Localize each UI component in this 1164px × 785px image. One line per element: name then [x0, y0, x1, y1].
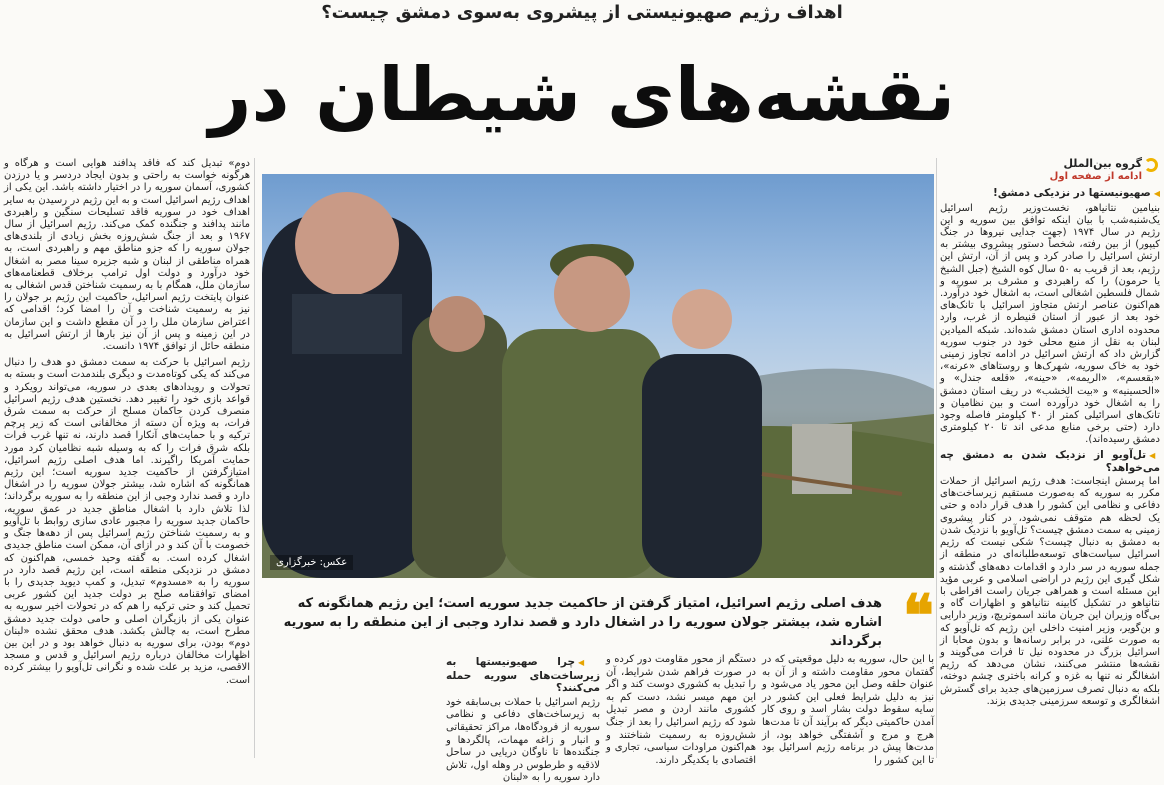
- bottom-column-2: دستگم از محور مقاومت دور کرده و در صورت فراهم شدن شرایط، آن را تبدیل به کشوری دوست کند و اگر این مهم میسر نشد، دست کم به کشوری مانند اردن و مصر تبدیل شود که رژیم اسرائیل را بعد از جنگ شش‌روزه به رسمیت شناختند و هم‌اکنون مراودات سیاسی، تجاری و اقتصادی با یکدیگر دارند.: [606, 654, 756, 766]
- quote-mark-icon: ❝: [902, 582, 934, 650]
- continued-note: ادامه از صفحه اول: [1049, 171, 1142, 183]
- subheading-telaviv: ◀ تل‌آویو از نزدیک شدن به دمشق چه می‌خواهد؟: [940, 449, 1160, 474]
- section-logo-icon: [1144, 158, 1158, 172]
- paragraph: رژیم اسرائیل با حملات بی‌سابقه خود به زیرساخت‌های دفاعی و نظامی سوریه از فرودگاه‌ها، مراکز تحقیقاتی و انبار و زاغه مهمات، پالگردها و جنگنده‌ها تا ناوگان دریایی در ساحل لاذقیه و طرطوس در وهله اول، تلاش دارد سوریه را به «لبنان: [446, 696, 600, 784]
- pull-quote-text: هدف اصلی رژیم اسرائیل، امتیاز گرفتن از حاکمیت جدید سوریه است؛ این رژیم همانگونه که اشاره شد، بیشتر جولان سوریه را در اشغال دارد و قصد ندارد وجبی از این منطقه را به سوریه برگرداند: [283, 596, 882, 649]
- headline: نقشه‌های شیطان در: [208, 52, 956, 138]
- pull-quote: [262, 582, 934, 650]
- right-column: [940, 158, 1160, 764]
- paragraph: دوم» تبدیل کند که فاقد پدافند هوایی است و هرگاه و هرگونه خواست به راحتی و بدون ایجاد دردسر و یا درزدن کشوری، آسمان سوریه را در اختیار داشته باشد. این یکی از اهداف رژیم اسرائیل است و به این رژیم در رسیدن به سایر اهداف خود در سوریه فاقد تسلیحات سنگین و راهبردی مانند پدافند و جنگنده کمک می‌کند. رژیم اسرائیل از سال ۱۹۶۷ و بعد از جنگ شش‌روزه بخش زیادی از بلندی‌های جولان سوریه را که جزو مناطق مهم و راهبردی است، به همراه مناطقی از لبنان و شبه جزیره سینا مصر به اشغال خود درآورد و دولت اول ترامپ برخلاف قطعنامه‌های سازمان ملل، همگام با به رسمیت شناختن قدس اشغالی به عنوان پایتخت رژیم اسرائیل، حاکمیت این رژیم بر جولان را نیز به رسمیت شناخت و آن را امضا کرد؛ اقدامی که اعتراض سازمان ملل را در آن مقطع داشت و این سازمان در این زمینه و پس از آن نیز بارها از ارتش اسرائیل به منطقه حائل از توافق ۱۹۷۴ دانست.: [4, 158, 250, 353]
- photo-illustration: [262, 174, 934, 578]
- byline: گروه بین‌الملل: [1063, 157, 1142, 170]
- bottom-column-1: با این حال، سوریه به دلیل موقعیتی که در گفتمان محور مقاومت داشته و از آن به عنوان حلقه وصل این محور یاد می‌شود و نیز به دلیل شرایط فعلی این کشور در سایه سقوط دولت بشار اسد و روی کار آمدن حاکمیتی دیگر که برآیند آن تا مدت‌ها هرج و مرج و آشفتگی خواهد بود، از مدت‌ها پیش در برنامه رژیم اسرائیل بود تا این کشور را: [762, 654, 934, 766]
- left-column: [4, 158, 250, 764]
- rule-left: [254, 158, 255, 758]
- rule-right: [936, 158, 937, 758]
- subheading-damascus: ◀ صهیونیستها در نزدیکی دمشق!: [940, 187, 1160, 200]
- paragraph: رژیم اسرائیل با حرکت به سمت دمشق دو هدف را دنبال می‌کند که یکی کوتاه‌مدت و دیگری بلندمدت است و بسته به تحولات و رویدادهای بعدی در سوریه، می‌تواند رویکرد و قواعد بازی خود را تغییر دهد. نخستین هدف رژیم اسرائیل منصرف کردن حاکمان مسلح از حرکت به سمت شرق فرات، به ویژه آن دسته از مخالفانی است که زیر پرچم ترکیه و با حمایت‌های آنکارا قصد دارند، نه تنها غرب فرات بلکه شرق فرات را که به وسیله شبه نظامیان کرد مورد حمایت آمریکا راگیرند. اما هدف اصلی رژیم اسرائیل، امتیازگرفتن از حاکمیت جدید سوریه است؛ این رژیم همانگونه که اشاره شد، بیشتر جولان سوریه را در اشغال دارد و قصد ندارد وجبی از این منطقه را به سوریه برگرداند؛ لذا تلاش دارد با اشغال مناطق جدید در عمق سوریه، حاکمان جدید سوریه را مجبور عادی سازی روابط با تل‌آویو و به رسمیت شناختن رژیم اسرائیل پس از دهه‌ها جنگ و خصومت با آن کند و در ازای آن، ممکن است مناطق جدیدی اشغال کرده است. به گفته وحید خمسی، هم‌اکنون که دمشق در نزدیکی منطقه است، این رژیم قصد دارد در سوریه را به «مسدوم» تبدیل، و کمپ دیوید جدیدی را با امضای توافقنامه صلح بر دولت جدید این کشور عربی تحمیل کند و حتی ترکیه را هم که در تحولات اخیر سوریه به عنوان یکی از بازیگران اصلی و حامی دولت جدید دمشق مطرح است، به چالش بکشد. هدف محقق نشده «لبنان دوم» بودن، برای سوریه به دنبال خواهد بود و در این بین اظهارات مخالفان درباره رژیم اسرائیل و قدس و مسجد الاقصی، مزید بر علت شده و نگرانی تل‌آویو را بیشتر کرده است.: [4, 357, 250, 686]
- kicker: اهداف رژیم صهیونیستی از پیشروی به‌سوی دمشق چیست؟: [321, 2, 843, 23]
- paragraph: اما پرسش اینجاست: هدف رژیم اسرائیل از حملات مکرر به سوریه که به‌صورت مستقیم زیرساخت‌های دفاعی و نظامی این کشور را هدف قرار داده و حتی یک لحظه هم متوقف نمی‌شود، در کنار پیشروی زمینی به سمت دمشق چیست؟ تل‌آویو با نزدیک شدن به دمشق به دنبال چیست؟ شکی نیست که رژیم اسرائیل سیاست‌های توسعه‌طلبانه‌ای در منطقه از جمله سوریه در سر دارد و اقدامات دهه‌های گذشته و شکل گیری این رژیم در اراضی اسلامی و عربی مؤید این مسئله است و همراهی جریان راست افراطی با نتانیاهو در تشکیل کابینه نتانیاهو و اظهارات گاه و بی‌گاه وزیران این جریان مانند اسموتریچ، وزیر دارایی و بن‌گویر، وزیر امنیت داخلی این رژیم که تل‌آویو که به صورت علنی، در برابر رسانه‌ها و بدون محابا از اسرائیل بزرگ در محدوده نیل تا فرات می‌گویند و نقشه‌ها منتشر می‌کنند، نشان می‌دهد که رژیم اشغالگر نه تنها به غزه و کرانه باختری چشم دوخته، بلکه به دنبال تصرف سرزمین‌های جدید برای گسترش اشغالگری و توسعه سرزمینی جدیدی بزند.: [940, 476, 1160, 707]
- bottom-column-3: [446, 654, 600, 784]
- subheading-infrastructure: ◀ چرا صهیونیستها به زیرساخت‌های سوریه حمله می‌کنند؟: [446, 656, 600, 695]
- photo-caption: عکس: خبرگزاری: [270, 555, 353, 570]
- news-photo: [262, 174, 934, 578]
- paragraph: بنیامین نتانیاهو، نخست‌وزیر رژیم اسرائیل یک‌شنبه‌شب با بیان اینکه توافق بین سوریه و این رژیم در سال ۱۹۷۴ (جهت جدایی نیروها در جنگ کیپور) از بین رفته، شخصاً دستور پیشروی بیشتر به ارتش اسرائیل را صادر کرد و پس از آن، ارتش این رژیم، بعد از قریب به ۵۰ سال کوه الشیخ (جبل الشیخ یا حرمون) را که راهبردی و مشرف بر سوریه و شمال فلسطین اشغالی است، به اشغال خود درآورد. هم‌اکنون عناصر ارتش متجاوز اسرائیل با تانک‌های خود بعد از عبور از استان قنیطره از غرب، وارد محدوده اداری استان دمشق شده‌اند. شبکه المیادین لبنان به نقل از منبع محلی خود در جنوب سوریه گزارش داد که ارتش اسرائیل در ادامه تجاوز زمینی خود به خاک سوریه، شهرک‌ها و روستاهای «عرنه»، «بقعسم»، «الریمه»، «حینه»، «قلعه جندل» و «الحسینیه» و «بیت الخشب» در ریف استان دمشق را به اشغال خود درآورده است و بین نظامیان و تانک‌های اسرائیلی کمتر از ۴۰ کیلومتر فاصله وجود دارد (حتی برخی منابع مدعی اند تا ۲۰ کیلومتری دمشق رسیده‌اند).: [940, 202, 1161, 446]
